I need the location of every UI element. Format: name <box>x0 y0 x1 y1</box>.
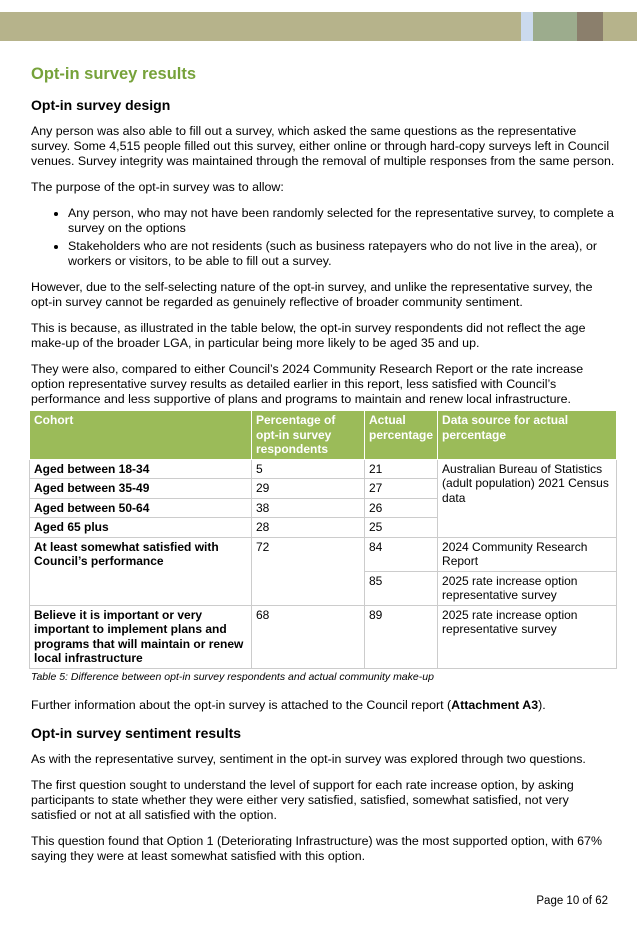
optin-cell: 68 <box>252 605 365 668</box>
source-cell: 2025 rate increase option representative survey <box>438 571 617 605</box>
further-text: Further information about the opt-in survey is attached to the Council report ( <box>31 697 452 712</box>
table-row <box>30 537 617 571</box>
paragraph: However, due to the self-selecting nature of the opt-in survey, and unlike the representative survey, the opt-in survey cannot be regarded as genuinely reflective of broader community sentiment. <box>31 280 593 309</box>
actual-cell: 85 <box>365 571 438 605</box>
bullet-list <box>31 206 616 269</box>
column-header: Data source for actual percentage <box>438 411 617 460</box>
optin-cell: 38 <box>252 498 365 518</box>
actual-cell: 25 <box>365 518 438 538</box>
column-header: Percentage of opt-in survey respondents <box>252 411 365 460</box>
actual-cell: 27 <box>365 479 438 499</box>
paragraph: The first question sought to understand the level of support for each rate increase option, by asking participants to state whether they were either very satisfied, satisfied, somewhat satisfied, not very satisfied or not at all satisfied with the option. <box>31 777 574 822</box>
source-cell: Australian Bureau of Statistics (adult population) 2021 Census data <box>438 459 617 537</box>
further-end: ). <box>538 697 546 712</box>
attachment-reference: Attachment A3 <box>451 697 539 712</box>
paragraph: As with the representative survey, sentiment in the opt-in survey was explored through two questions. <box>31 751 586 766</box>
actual-cell: 21 <box>365 459 438 479</box>
paragraph: Any person was also able to fill out a survey, which asked the same questions as the representative survey. Some 4,515 people filled out this survey, either online or through hard-copy surveys left in Council venues. Survey integrity was maintained through the removal of multiple responses from the same person. <box>31 124 615 168</box>
section-heading-sentiment: Opt-in survey sentiment results <box>31 724 242 741</box>
header-banner <box>0 12 637 41</box>
column-header: Cohort <box>30 411 252 460</box>
page-number: Page 10 of 62 <box>536 894 608 907</box>
optin-cell: 28 <box>252 518 365 538</box>
table-row <box>30 605 617 668</box>
optin-cell: 29 <box>252 479 365 499</box>
comparison-table <box>29 410 617 669</box>
list-item: • Any person, who may not have been randomly selected for the representative survey, to complete a survey on the options <box>68 206 616 236</box>
cohort-cell: Believe it is important or very important to implement plans and programs that will maintain or renew local infrastructure <box>30 605 252 668</box>
table-row <box>30 459 617 479</box>
list-item: • Stakeholders who are not residents (such as business ratepayers who do not live in the area), or workers or visitors, to be able to fill out a survey. <box>68 239 616 269</box>
banner-block-brown <box>577 12 603 41</box>
actual-cell: 84 <box>365 537 438 571</box>
paragraph: This question found that Option 1 (Deteriorating Infrastructure) was the most supported option, with 67% saying they were at least somewhat satisfied with this option. <box>31 833 602 863</box>
banner-block-green <box>533 12 577 41</box>
source-cell: 2025 rate increase option representative survey <box>438 605 617 668</box>
cohort-cell: Aged 65 plus <box>30 518 252 538</box>
banner-block-blue <box>521 12 533 41</box>
cohort-cell: Aged between 35-49 <box>30 479 252 499</box>
optin-cell: 5 <box>252 459 365 479</box>
page-title: Opt-in survey results <box>31 65 197 83</box>
source-cell: 2024 Community Research Report <box>438 537 617 571</box>
optin-cell: 72 <box>252 537 365 605</box>
page-content <box>31 64 616 864</box>
paragraph-further-info <box>31 698 616 713</box>
cohort-cell: Aged between 18-34 <box>30 459 252 479</box>
actual-cell: 89 <box>365 605 438 668</box>
paragraph: This is because, as illustrated in the table below, the opt-in survey respondents did not reflect the age make-up of the broader LGA, in particular being more likely to be aged 35 and up. <box>31 321 586 350</box>
column-header: Actual percentage <box>365 411 438 460</box>
table-caption: Table 5: Difference between opt-in survey respondents and actual community make-up <box>31 670 434 683</box>
cohort-cell: At least somewhat satisfied with Council’s performance <box>30 537 252 605</box>
cohort-cell: Aged between 50-64 <box>30 498 252 518</box>
paragraph: They were also, compared to either Council’s 2024 Community Research Report or the rate increase option representative survey results as detailed earlier in this report, less satisfied with Council’s performance and less supportive of plans and programs to maintain and renew local infrastructure. <box>31 362 584 406</box>
paragraph: The purpose of the opt-in survey was to allow: <box>31 180 284 194</box>
actual-cell: 26 <box>365 498 438 518</box>
table-header-row <box>30 411 617 460</box>
section-heading-design: Opt-in survey design <box>31 97 171 113</box>
